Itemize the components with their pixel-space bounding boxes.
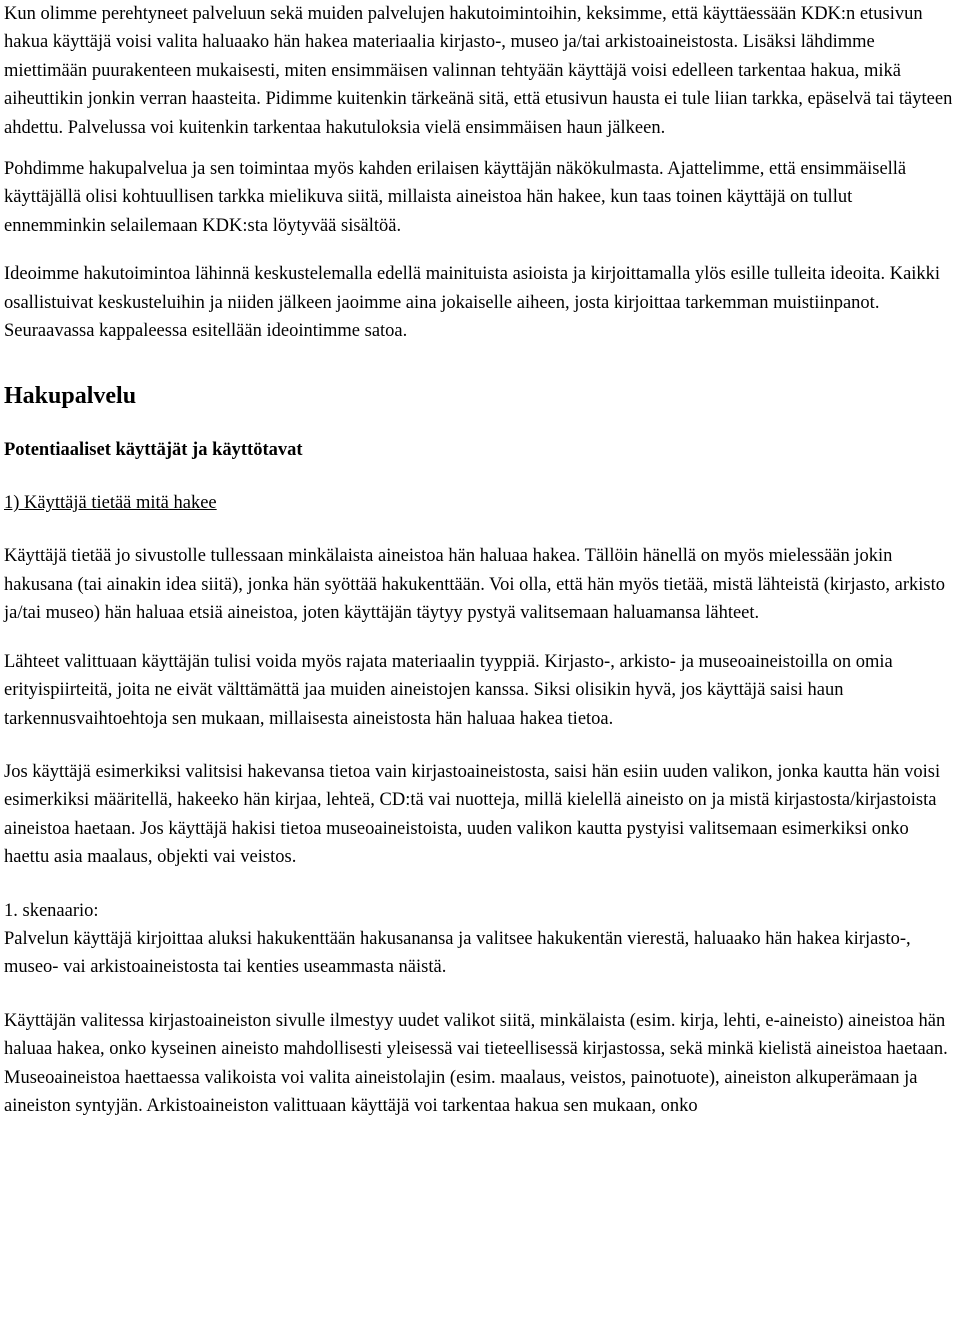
scenario-text: Palvelun käyttäjä kirjoittaa aluksi hakukenttään hakusanansa ja valitsee hakukentän vierestä, haluaako hän hakea kirjasto-, museo- vai arkistoaineistosta tai kenties useammasta näistä. xyxy=(4,928,911,978)
case-heading: 1) Käyttäjä tietää mitä hakee xyxy=(4,493,217,514)
main-heading: Hakupalvelu xyxy=(4,383,137,410)
document-page xyxy=(4,0,956,1120)
case-paragraph-3: Jos käyttäjä esimerkiksi valitsisi hakevansa tietoa vain kirjastoaineistosta, saisi hän esiin uuden valikon, jonka kautta hän voisi esimerkiksi määritellä, hakeeko hän kirjaa, lehteä, CD:tä vai nuotteja, millä kielellä aineisto on ja mistä kirjastosta/kirjastoista aineistoa haetaan. Jos käyttäjä hakisi tietoa museoaineistoista, uuden valikon kautta pystyisi valitsemaan esimerkiksi onko haettu asia maalaus, objekti vai veistos. xyxy=(4,761,941,868)
sub-heading: Potentiaaliset käyttäjät ja käyttötavat xyxy=(4,440,303,461)
case-paragraph-1: Käyttäjä tietää jo sivustolle tullessaan minkälaista aineistoa hän haluaa hakea. Tällöin hänellä on myös mielessään jokin hakusana (tai ainakin idea siitä), jonka hän syöttää hakukenttään. Voi olla, että hän myös tietää, mistä lähteistä (kirjasto, arkisto ja/tai museo) hän haluaa etsiä aineistoa, joten käyttäjän täytyy pystyä valitsemaan haluamansa lähteet. xyxy=(4,546,946,624)
case-paragraph-2: Lähteet valittuaan käyttäjän tulisi voida myös rajata materiaalin tyyppiä. Kirjasto-, arkisto- ja museoaineistoilla on omia erityispiirteitä, joita ne eivät välttämättä jaa muiden aineistojen kanssa. Siksi olisikin hyvä, jos käyttäjä saisi haun tarkennusvaihtoehtoja sen mukaan, millaisesta aineistosta hän haluaa hakea tietoa. xyxy=(4,651,893,729)
intro-paragraph-3: Ideoimme hakutoimintoa lähinnä keskustelemalla edellä mainituista asioista ja kirjoittamalla ylös esille tulleita ideoita. Kaikki osallistuivat keskusteluihin ja niiden jälkeen jaoimme aina jokaiselle aiheen, josta kirjoittaa tarkemman muistiinpanot. Seuraavassa kappaleessa esitellään ideointimme satoa. xyxy=(4,264,941,342)
intro-paragraph-2: Pohdimme hakupalvelua ja sen toimintaa myös kahden erilaisen käyttäjän näkökulmasta. Ajattelimme, että ensimmäisellä käyttäjällä olisi kohtuullisen tarkka mielikuva siitä, millaista aineistoa hän hakee, kun taas toinen käyttäjä on tullut ennemminkin selailemaan KDK:sta löytyvää sisältöä. xyxy=(4,159,907,236)
intro-paragraph-1: Kun olimme perehtyneet palveluun sekä muiden palvelujen hakutoimintoihin, keksimme, että käyttäessään KDK:n etusivun hakua käyttäjä voisi valita haluaako hän hakea materiaalia kirjasto-, museo ja/tai arkistoaineistosta. Lisäksi lähdimme miettimään puurakenteen mukaisesti, miten ensimmäisen valinnan tehtyään käyttäjä voisi edelleen tarkentaa hakua, mikä aiheuttikin jonkin verran haasteita. Pidimme kuitenkin tärkeänä sitä, että etusivun hausta ei tule liian tarkka, epäselvä tai täyteen ahdettu. Palvelussa voi kuitenkin tarkentaa hakutuloksia vielä ensimmäisen haun jälkeen. xyxy=(4,4,953,138)
scenario-title: 1. skenaario: xyxy=(4,900,99,921)
last-paragraph: Käyttäjän valitessa kirjastoaineiston sivulle ilmestyy uudet valikot siitä, minkälaista (esim. kirja, lehti, e-aineisto) aineistoa hän haluaa hakea, onko kyseinen aineisto mahdollisesti yleisessä vai tieteellisessä kirjastossa, sekä minkä kielistä aineistoa haetaan. Museoaineistoa haettaessa valikoista voi valita aineistolajin (esim. maalaus, veistos, painotuote), aineiston alkuperämaan ja aineiston syntyjän. Arkistoaineiston valittuaan käyttäjä voi tarkentaa hakua sen mukaan, onko xyxy=(4,1010,948,1116)
